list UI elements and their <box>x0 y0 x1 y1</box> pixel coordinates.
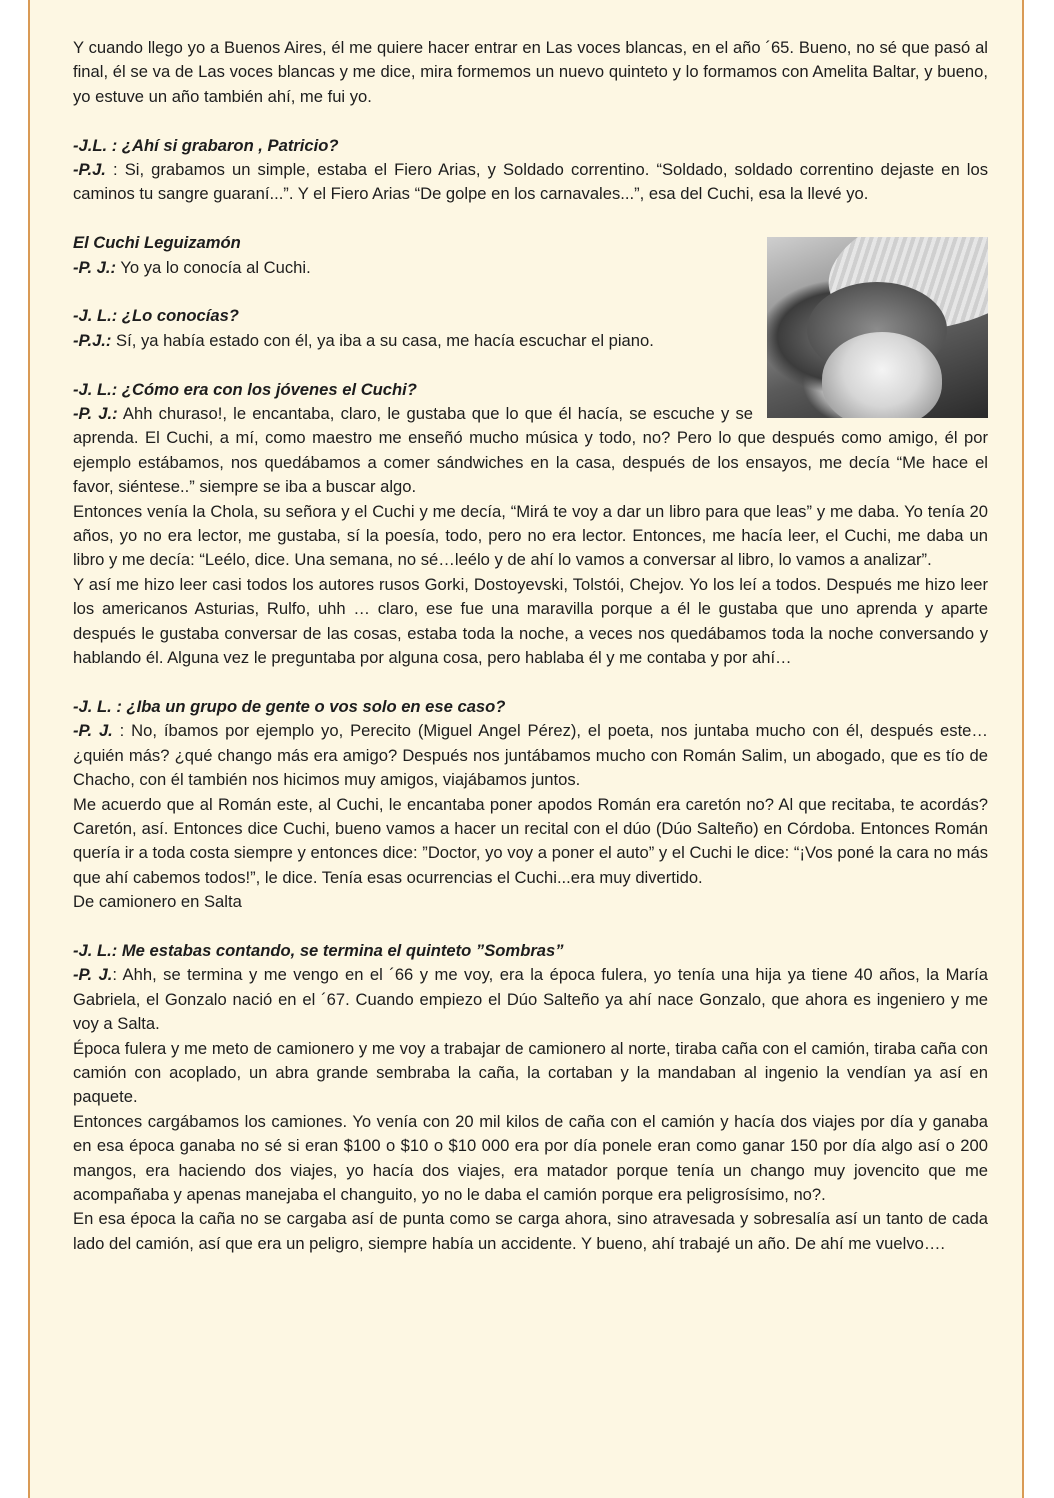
interview-answer <box>73 158 988 207</box>
paragraph-gap <box>73 207 988 231</box>
interview-answer <box>73 963 988 1036</box>
paragraph-text: Entonces venía la Chola, su señora y el Cuchi y me decía, “Mirá te voy a dar un libro para que leas” y me daba. Yo tenía 20 años, yo no era lector, me gustaba, sí la poesía, todo, pero no era lector. Entonces, me hacía leer, el Cuchi, me daba un libro y me decía: “Leélo, dice. Una semana, no sé…leélo y de ahí lo vamos a conversar al libro, lo vamos a analizar”. <box>73 501 988 570</box>
portrait-photo <box>767 237 988 418</box>
paragraph-gap <box>73 109 988 133</box>
speaker-label: -P. J.: <box>73 404 118 424</box>
paragraph-text: En esa época la caña no se cargaba así de punta como se carga ahora, sino atravesada y sobresalía así un tanto de cada lado del camión, así que era un peligro, siempre había un accidente. Y bueno, ahí trabajé un año. De ahí me vuelvo…. <box>73 1209 988 1253</box>
speaker-label: -P. J. <box>73 965 113 985</box>
interview-question: -J. L.: Me estabas contando, se termina el quinteto ”Sombras” <box>73 940 564 960</box>
answer-text: Yo ya lo conocía al Cuchi. <box>116 257 311 277</box>
interview-answer <box>73 719 988 792</box>
paragraph-gap <box>73 671 988 695</box>
article-body <box>73 36 988 1256</box>
answer-text: Sí, ya había estado con él, ya iba a su casa, me hacía escuchar el piano. <box>111 330 654 350</box>
answer-text: : No, íbamos por ejemplo yo, Perecito (Miguel Angel Pérez), el poeta, nos juntaba mucho con él, después este… ¿quién más? ¿qué chango más era amigo? Después nos juntábamos mucho con Román Salim, un abogado, que es tío de Chacho, con él también nos hicimos muy amigos, viajábamos juntos. <box>73 721 988 790</box>
interview-question: -J.L. : ¿Ahí si grabaron , Patricio? <box>73 135 339 155</box>
answer-text: Ahh churaso!, le encantaba, claro, le gustaba que lo que él hacía, se escuche y se aprenda. El Cuchi, a mí, como maestro me enseñó mucho música y todo, no? Pero lo que después como amigo, él por ejemplo estábamos, nos quedábamos a comer sándwiches en la casa, después de los ensayos, me decía “Me hace el favor, siéntese..” siempre se iba a buscar algo. <box>73 404 988 497</box>
paragraph-text: Me acuerdo que al Román este, al Cuchi, le encantaba poner apodos Román era caretón no? Al que recitaba, te acordás? Caretón, así. Entonces dice Cuchi, bueno vamos a hacer un recital con el dúo (Dúo Salteño) en Córdoba. Entonces Román quería ir a toda costa siempre y entonces dice: ”Doctor, yo voy a poner el auto” y el Cuchi le dice: “¡Vos poné la cara no más que ahí cabemos todos!”, le dice. Tenía esas ocurrencias el Cuchi...era muy divertido. <box>73 794 988 887</box>
answer-text: : Si, grabamos un simple, estaba el Fiero Arias, y Soldado correntino. “Soldado, soldado correntino dejaste en los caminos tu sangre guaraní...”. Y el Fiero Arias “De golpe en los carnavales...”, esa del Cuchi, esa la llevé yo. <box>73 160 988 204</box>
paragraph-text: Y así me hizo leer casi todos los autores rusos Gorki, Dostoyevski, Tolstói, Chejov. Yo los leí a todos. Después me hizo leer los americanos Asturias, Rulfo, uhh … claro, ese fue una maravilla porque a él le gustaba que uno aprenda y aparte después le gustaba conversar de las cosas, estaba toda la noche, a veces nos quedábamos toda la noche conversando y hablando él. Alguna vez le preguntaba por alguna cosa, pero hablaba él y me contaba y por ahí… <box>73 574 988 668</box>
paragraph-text: Entonces cargábamos los camiones. Yo venía con 20 mil kilos de caña con el camión y hacía dos viajes por día y ganaba en esa época ganaba no sé si eran $100 o $10 o $10 000 era por día ponele eran como ganar 150 por día algo así o 200 mangos, era haciendo dos viajes, yo hacía dos viajes, era matador porque tenía un chango muy jovencito que me acompañaba y apenas manejaba el changuito, yo no le daba el camión porque era peligrosísimo, no?. <box>73 1111 988 1204</box>
paragraph-text: De camionero en Salta <box>73 892 242 912</box>
page <box>28 0 1024 1498</box>
speaker-label: -P.J. <box>73 160 106 180</box>
interview-question: El Cuchi Leguizamón <box>73 233 241 253</box>
answer-text: : Ahh, se termina y me vengo en el ´66 y me voy, era la época fulera, yo tenía una hija ya tiene 40 años, la María Gabriela, el Gonzalo nació en el ´67. Cuando empiezo el Dúo Salteño ya ahí nace Gonzalo, que ahora es ingeniero y me voy a Salta. <box>73 965 989 1034</box>
speaker-label: -P. J. <box>73 721 113 741</box>
interview-question: -J. L.: ¿Lo conocías? <box>73 306 239 326</box>
speaker-label: -P.J.: <box>73 330 112 350</box>
beard-shape <box>822 332 942 418</box>
speaker-label: -P. J.: <box>73 257 117 277</box>
paragraph-gap <box>73 915 988 939</box>
interview-question: -J. L.: ¿Cómo era con los jóvenes el Cuchi? <box>73 379 417 399</box>
paragraph-text: Época fulera y me meto de camionero y me voy a trabajar de camionero al norte, tiraba caña con el camión, tiraba caña con camión con acoplado, un abra grande sembraba la caña, la cortaban y la mandaban al ingenio la vendían ya así en paquete. <box>73 1038 988 1107</box>
paragraph-text: Y cuando llego yo a Buenos Aires, él me quiere hacer entrar en Las voces blancas, en el año ´65. Bueno, no sé que pasó al final, él se va de Las voces blancas y me dice, mira formemos un nuevo quinteto y lo formamos con Amelita Baltar, y bueno, yo estuve un año también ahí, me fui yo. <box>73 38 988 106</box>
interview-question: -J. L. : ¿Iba un grupo de gente o vos solo en ese caso? <box>73 696 506 716</box>
